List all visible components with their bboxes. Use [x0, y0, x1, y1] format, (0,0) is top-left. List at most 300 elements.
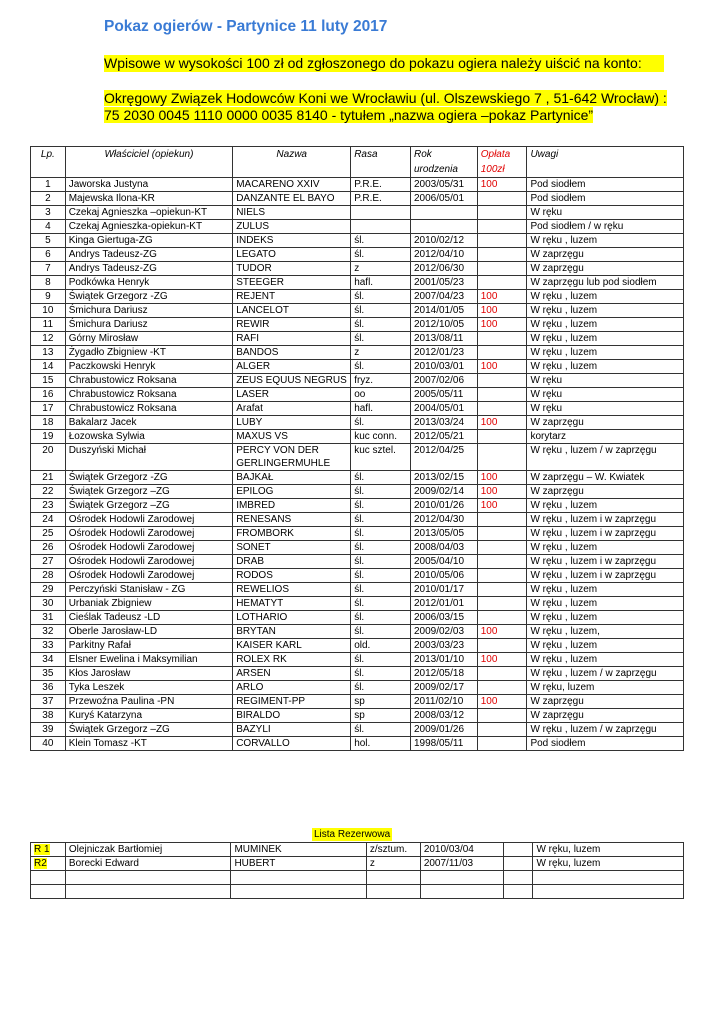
cell-name: ALGER	[233, 360, 351, 374]
table-row	[31, 346, 684, 360]
cell-owner: Tyka Leszek	[65, 681, 233, 695]
cell-name: RODOS	[233, 569, 351, 583]
cell-name: Arafat	[233, 402, 351, 416]
cell-name: KAISER KARL	[233, 639, 351, 653]
cell-lp: 18	[31, 416, 66, 430]
cell-breed: z	[366, 857, 420, 871]
cell-fee: 100	[477, 625, 527, 639]
cell-fee	[477, 639, 527, 653]
cell-lp: 28	[31, 569, 66, 583]
cell-name: FROMBORK	[233, 527, 351, 541]
cell-year: 2010/03/01	[410, 360, 477, 374]
table-row	[31, 234, 684, 248]
cell-fee	[477, 555, 527, 569]
cell-notes: W ręku, luzem	[533, 857, 684, 871]
cell-lp: 1	[31, 178, 66, 192]
cell-fee	[477, 569, 527, 583]
cell-name: ARSEN	[233, 667, 351, 681]
cell-breed	[351, 206, 411, 220]
cell-breed: P.R.E.	[351, 192, 411, 206]
cell-breed: śl.	[351, 527, 411, 541]
cell-notes: W ręku , luzem	[527, 611, 684, 625]
cell-lp: 33	[31, 639, 66, 653]
cell-fee: 100	[477, 499, 527, 513]
cell-year: 2009/02/03	[410, 625, 477, 639]
cell-owner: Śmichura Dariusz	[65, 304, 233, 318]
cell-notes: W ręku , luzem / w zaprzęgu	[527, 444, 684, 471]
cell-notes: W ręku , luzem i w zaprzęgu	[527, 513, 684, 527]
cell-fee: 100	[477, 485, 527, 499]
cell-owner	[65, 871, 231, 885]
cell-breed: old.	[351, 639, 411, 653]
header-notes: Uwagi	[527, 147, 684, 178]
cell-name: DANZANTE EL BAYO	[233, 192, 351, 206]
cell-owner: Urbaniak Zbigniew	[65, 597, 233, 611]
cell-breed: śl.	[351, 667, 411, 681]
cell-owner: Świątek Grzegorz –ZG	[65, 485, 233, 499]
cell-name: SONET	[233, 541, 351, 555]
cell-breed: śl.	[351, 569, 411, 583]
cell-notes: W ręku	[527, 402, 684, 416]
cell-year: 2012/10/05	[410, 318, 477, 332]
cell-notes: W zaprzęgu – W. Kwiatek	[527, 471, 684, 485]
cell-fee	[477, 374, 527, 388]
cell-year: 2012/05/18	[410, 667, 477, 681]
cell-fee	[503, 843, 533, 857]
table-row	[31, 360, 684, 374]
cell-name: NIELS	[233, 206, 351, 220]
cell-lp: 11	[31, 318, 66, 332]
cell-lp: 39	[31, 723, 66, 737]
cell-owner: Bakalarz Jacek	[65, 416, 233, 430]
cell-lp: 30	[31, 597, 66, 611]
cell-breed: kuc conn.	[351, 430, 411, 444]
cell-name	[231, 871, 366, 885]
cell-fee	[477, 192, 527, 206]
bank-info	[104, 90, 684, 124]
cell-fee	[477, 597, 527, 611]
cell-fee	[477, 611, 527, 625]
cell-notes: Pod siodłem	[527, 192, 684, 206]
table-row	[31, 374, 684, 388]
cell-fee	[477, 402, 527, 416]
cell-lp	[31, 871, 66, 885]
cell-year: 2014/01/05	[410, 304, 477, 318]
cell-lp: 2	[31, 192, 66, 206]
cell-owner: Ośrodek Hodowli Zarodowej	[65, 555, 233, 569]
cell-name: HUBERT	[231, 857, 366, 871]
cell-owner: Żygadło Zbigniew -KT	[65, 346, 233, 360]
cell-fee	[503, 857, 533, 871]
cell-fee: 100	[477, 318, 527, 332]
cell-notes: korytarz	[527, 430, 684, 444]
cell-owner: Perczyński Stanisław - ZG	[65, 583, 233, 597]
table-row	[31, 527, 684, 541]
cell-owner: Świątek Grzegorz -ZG	[65, 290, 233, 304]
cell-owner: Przewoźna Paulina -PN	[65, 695, 233, 709]
cell-fee: 100	[477, 290, 527, 304]
cell-breed: śl.	[351, 723, 411, 737]
cell-year: 2012/01/23	[410, 346, 477, 360]
table-row	[31, 485, 684, 499]
cell-year: 2008/04/03	[410, 541, 477, 555]
cell-notes: W zaprzęgu	[527, 709, 684, 723]
cell-name: EPILOG	[233, 485, 351, 499]
table-row	[31, 681, 684, 695]
cell-breed: fryz.	[351, 374, 411, 388]
cell-year: 2009/01/26	[410, 723, 477, 737]
cell-year: 2003/05/31	[410, 178, 477, 192]
cell-fee: 100	[477, 304, 527, 318]
cell-name: ARLO	[233, 681, 351, 695]
cell-lp: 24	[31, 513, 66, 527]
cell-notes: W zaprzęgu	[527, 262, 684, 276]
cell-fee	[477, 220, 527, 234]
cell-name: ZEUS EQUUS NEGRUS	[233, 374, 351, 388]
cell-breed: kuc sztel.	[351, 444, 411, 471]
cell-notes: W ręku , luzem	[527, 346, 684, 360]
cell-fee: 100	[477, 695, 527, 709]
cell-owner: Czekaj Agnieszka –opiekun-KT	[65, 206, 233, 220]
cell-lp: 36	[31, 681, 66, 695]
table-row	[31, 192, 684, 206]
table-row	[31, 290, 684, 304]
bank-account: 75 2030 0045 1110 0000 0035 8140 - tytułem „nazwa ogiera –pokaz Partynice”	[104, 107, 594, 123]
cell-owner: Chrabustowicz Roksana	[65, 388, 233, 402]
cell-fee: 100	[477, 178, 527, 192]
cell-fee	[477, 667, 527, 681]
cell-notes: W ręku , luzem i w zaprzęgu	[527, 555, 684, 569]
cell-year: 2007/11/03	[420, 857, 503, 871]
table-row	[31, 709, 684, 723]
cell-name: TUDOR	[233, 262, 351, 276]
reserve-id: R2	[34, 858, 47, 869]
cell-name: REWIR	[233, 318, 351, 332]
cell-year: 2013/08/11	[410, 332, 477, 346]
cell-lp: 29	[31, 583, 66, 597]
cell-lp: 27	[31, 555, 66, 569]
table-row	[31, 262, 684, 276]
table-row	[31, 625, 684, 639]
cell-notes: W ręku , luzem	[527, 318, 684, 332]
cell-breed: śl.	[351, 360, 411, 374]
cell-name: BRYTAN	[233, 625, 351, 639]
cell-lp: 14	[31, 360, 66, 374]
cell-notes: Pod siodłem	[527, 178, 684, 192]
cell-owner: Chrabustowicz Roksana	[65, 374, 233, 388]
cell-lp: 31	[31, 611, 66, 625]
cell-owner: Ośrodek Hodowli Zarodowej	[65, 569, 233, 583]
cell-breed: z/sztum.	[366, 843, 420, 857]
cell-lp: 20	[31, 444, 66, 471]
cell-owner: Czekaj Agnieszka-opiekun-KT	[65, 220, 233, 234]
table-row	[31, 639, 684, 653]
cell-owner: Paczkowski Henryk	[65, 360, 233, 374]
table-row	[31, 723, 684, 737]
header-fee: Opłata 100zł	[477, 147, 527, 178]
cell-notes: W ręku	[527, 206, 684, 220]
reserve-id: R 1	[34, 844, 50, 855]
cell-breed: śl.	[351, 653, 411, 667]
cell-breed: śl.	[351, 471, 411, 485]
reserve-list-title: Lista Rezerwowa	[314, 829, 391, 840]
cell-owner: Andrys Tadeusz-ZG	[65, 262, 233, 276]
cell-owner: Olejniczak Bartłomiej	[65, 843, 231, 857]
header-lp: Lp.	[31, 147, 66, 178]
cell-fee	[477, 583, 527, 597]
cell-name: BIRALDO	[233, 709, 351, 723]
cell-year: 2013/03/24	[410, 416, 477, 430]
cell-breed: hafl.	[351, 402, 411, 416]
cell-lp: 6	[31, 248, 66, 262]
cell-breed: śl.	[351, 555, 411, 569]
table-row	[31, 332, 684, 346]
cell-notes: W zaprzęgu lub pod siodłem	[527, 276, 684, 290]
cell-fee: 100	[477, 416, 527, 430]
cell-breed: śl.	[351, 234, 411, 248]
cell-breed: śl.	[351, 597, 411, 611]
cell-year	[410, 220, 477, 234]
cell-name: LOTHARIO	[233, 611, 351, 625]
cell-name: REGIMENT-PP	[233, 695, 351, 709]
cell-fee	[477, 332, 527, 346]
cell-breed: śl.	[351, 248, 411, 262]
cell-notes: W ręku , luzem	[527, 360, 684, 374]
cell-year: 2007/04/23	[410, 290, 477, 304]
cell-notes: W ręku , luzem	[527, 304, 684, 318]
cell-year: 2012/04/30	[410, 513, 477, 527]
reserve-row	[31, 843, 684, 857]
cell-lp: 22	[31, 485, 66, 499]
cell-name: RAFI	[233, 332, 351, 346]
cell-owner: Cieślak Tadeusz -LD	[65, 611, 233, 625]
cell-lp: 35	[31, 667, 66, 681]
cell-year: 2009/02/14	[410, 485, 477, 499]
cell-year: 2010/03/04	[420, 843, 503, 857]
cell-name: BAJKAŁ	[233, 471, 351, 485]
cell-notes: W ręku	[527, 374, 684, 388]
table-row	[31, 737, 684, 751]
cell-fee	[477, 737, 527, 751]
cell-owner: Śmichura Dariusz	[65, 318, 233, 332]
cell-owner: Świątek Grzegorz -ZG	[65, 471, 233, 485]
cell-owner: Ośrodek Hodowli Zarodowej	[65, 513, 233, 527]
cell-name: HEMATYT	[233, 597, 351, 611]
cell-owner: Łozowska Sylwia	[65, 430, 233, 444]
cell-lp: 21	[31, 471, 66, 485]
cell-year: 2012/04/10	[410, 248, 477, 262]
cell-name: REJENT	[233, 290, 351, 304]
cell-fee	[503, 885, 533, 899]
cell-owner: Kłos Jarosław	[65, 667, 233, 681]
cell-notes: W ręku , luzem	[527, 234, 684, 248]
cell-lp: 12	[31, 332, 66, 346]
fee-info: Wpisowe w wysokości 100 zł od zgłoszonego do pokazu ogiera należy uiścić na konto:	[104, 55, 664, 72]
reserve-table	[30, 842, 684, 899]
cell-fee	[477, 541, 527, 555]
cell-owner: Majewska Ilona-KR	[65, 192, 233, 206]
cell-owner: Jaworska Justyna	[65, 178, 233, 192]
cell-breed: śl.	[351, 304, 411, 318]
cell-owner: Chrabustowicz Roksana	[65, 402, 233, 416]
cell-breed: śl.	[351, 290, 411, 304]
cell-name: IMBRED	[233, 499, 351, 513]
cell-year: 2012/01/01	[410, 597, 477, 611]
cell-owner: Podkówka Henryk	[65, 276, 233, 290]
cell-year: 2001/05/23	[410, 276, 477, 290]
cell-owner: Górny Mirosław	[65, 332, 233, 346]
table-row	[31, 206, 684, 220]
cell-year: 2004/05/01	[410, 402, 477, 416]
table-row	[31, 569, 684, 583]
cell-notes: W ręku	[527, 388, 684, 402]
cell-name: MUMINEK	[231, 843, 366, 857]
cell-notes: W ręku, luzem	[533, 843, 684, 857]
cell-name: ZULUS	[233, 220, 351, 234]
table-header	[31, 147, 684, 178]
cell-year: 2012/06/30	[410, 262, 477, 276]
cell-fee	[477, 388, 527, 402]
cell-lp: 38	[31, 709, 66, 723]
cell-name: CORVALLO	[233, 737, 351, 751]
cell-lp: 16	[31, 388, 66, 402]
cell-breed: hol.	[351, 737, 411, 751]
cell-owner: Parkitny Rafał	[65, 639, 233, 653]
cell-lp: 4	[31, 220, 66, 234]
cell-notes: W ręku , luzem	[527, 332, 684, 346]
cell-name: MAXUS VS	[233, 430, 351, 444]
cell-notes: W ręku, luzem	[527, 681, 684, 695]
cell-breed: P.R.E.	[351, 178, 411, 192]
cell-owner: Ośrodek Hodowli Zarodowej	[65, 541, 233, 555]
table-row	[31, 667, 684, 681]
table-row	[31, 583, 684, 597]
cell-fee: 100	[477, 471, 527, 485]
cell-breed: śl.	[351, 318, 411, 332]
cell-fee: 100	[477, 653, 527, 667]
cell-year	[420, 885, 503, 899]
cell-name: RENESANS	[233, 513, 351, 527]
cell-year: 2008/03/12	[410, 709, 477, 723]
cell-notes: W zaprzęgu	[527, 485, 684, 499]
cell-notes: Pod siodłem	[527, 737, 684, 751]
cell-breed: oo	[351, 388, 411, 402]
cell-owner: Świątek Grzegorz –ZG	[65, 723, 233, 737]
cell-owner: Kuryś Katarzyna	[65, 709, 233, 723]
cell-lp: 3	[31, 206, 66, 220]
cell-name: MACARENO XXIV	[233, 178, 351, 192]
cell-fee	[477, 276, 527, 290]
stallion-table	[30, 146, 684, 751]
cell-name: LUBY	[233, 416, 351, 430]
reserve-row	[31, 857, 684, 871]
cell-owner: Andrys Tadeusz-ZG	[65, 248, 233, 262]
cell-lp: 9	[31, 290, 66, 304]
table-row	[31, 220, 684, 234]
cell-notes: W ręku , luzem i w zaprzęgu	[527, 527, 684, 541]
cell-breed: śl.	[351, 681, 411, 695]
cell-notes: W ręku , luzem	[527, 639, 684, 653]
cell-year: 2010/02/12	[410, 234, 477, 248]
cell-fee	[477, 527, 527, 541]
cell-name: BANDOS	[233, 346, 351, 360]
cell-notes: W ręku , luzem	[527, 499, 684, 513]
bank-address: Okręgowy Związek Hodowców Koni we Wrocławiu (ul. Olszewskiego 7 , 51-642 Wrocław) :	[104, 90, 667, 106]
cell-year: 2010/01/26	[410, 499, 477, 513]
cell-notes: W ręku , luzem / w zaprzęgu	[527, 723, 684, 737]
cell-year	[420, 871, 503, 885]
table-row	[31, 513, 684, 527]
cell-notes: Pod siodłem / w ręku	[527, 220, 684, 234]
table-row	[31, 388, 684, 402]
table-row	[31, 695, 684, 709]
cell-breed: śl.	[351, 513, 411, 527]
cell-year: 2011/02/10	[410, 695, 477, 709]
cell-lp: 26	[31, 541, 66, 555]
header-breed: Rasa	[351, 147, 411, 178]
reserve-row	[31, 871, 684, 885]
cell-fee	[477, 262, 527, 276]
cell-breed: śl.	[351, 583, 411, 597]
cell-lp: 23	[31, 499, 66, 513]
cell-fee	[477, 346, 527, 360]
cell-lp: 17	[31, 402, 66, 416]
cell-name: INDEKS	[233, 234, 351, 248]
table-row	[31, 653, 684, 667]
cell-notes	[533, 885, 684, 899]
cell-fee: 100	[477, 360, 527, 374]
table-row	[31, 471, 684, 485]
cell-fee	[477, 723, 527, 737]
cell-fee	[477, 430, 527, 444]
cell-breed	[366, 871, 420, 885]
cell-notes: W zaprzęgu	[527, 248, 684, 262]
cell-breed: z	[351, 262, 411, 276]
cell-notes	[533, 871, 684, 885]
cell-lp: 13	[31, 346, 66, 360]
cell-breed: sp	[351, 695, 411, 709]
cell-breed: śl.	[351, 611, 411, 625]
header-owner: Właściciel (opiekun)	[65, 147, 233, 178]
cell-fee	[477, 234, 527, 248]
cell-breed: śl.	[351, 541, 411, 555]
cell-year: 1998/05/11	[410, 737, 477, 751]
cell-name: REWELIOS	[233, 583, 351, 597]
cell-year: 2013/05/05	[410, 527, 477, 541]
cell-lp: 25	[31, 527, 66, 541]
cell-year: 2013/01/10	[410, 653, 477, 667]
cell-year: 2003/03/23	[410, 639, 477, 653]
cell-breed	[351, 220, 411, 234]
table-row	[31, 499, 684, 513]
cell-name: LEGATO	[233, 248, 351, 262]
cell-name	[231, 885, 366, 899]
cell-lp	[31, 843, 66, 857]
cell-notes: W ręku , luzem i w zaprzęgu	[527, 569, 684, 583]
cell-lp: 40	[31, 737, 66, 751]
table-row	[31, 402, 684, 416]
cell-fee	[503, 871, 533, 885]
table-row	[31, 444, 684, 471]
cell-lp: 19	[31, 430, 66, 444]
cell-lp	[31, 885, 66, 899]
cell-name: STEEGER	[233, 276, 351, 290]
cell-owner: Świątek Grzegorz –ZG	[65, 499, 233, 513]
table-row	[31, 597, 684, 611]
page-title: Pokaz ogierów - Partynice 11 luty 2017	[104, 18, 388, 35]
cell-name: ROLEX RK	[233, 653, 351, 667]
cell-year: 2009/02/17	[410, 681, 477, 695]
